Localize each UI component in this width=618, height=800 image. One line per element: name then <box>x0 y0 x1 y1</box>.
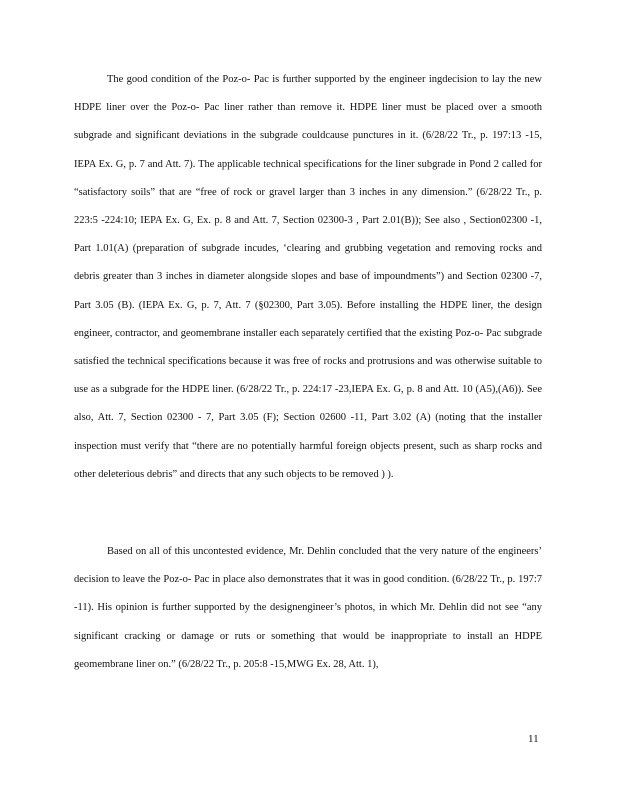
paragraph-text: Based on all of this uncontested evidence, Mr. Dehlin concluded that the very nature of the engineers’ decision to leave the Poz-o- Pac in place also demonstrates that it was in good condition. (6/28/22 Tr., p. 197:7 -11). His opinion is further supported by the designengineer’s photos, in which Mr. Dehlin did not see “any significant cracking or damage or ruts or something that would be inappropriate to install an HDPE geomembrane liner on.” (6/28/22 Tr., p. 205:8 -15,MWG Ex. 28, Att. 1), <box>74 546 542 670</box>
page-number: 11 <box>528 733 539 745</box>
body-paragraph <box>74 538 542 679</box>
body-paragraph <box>74 66 542 489</box>
paragraph-text: The good condition of the Poz-o- Pac is further supported by the engineer ingdecision to lay the new HDPE liner over the Poz-o- Pac liner rather than remove it. HDPE liner must be placed over a smooth subgrade and significant deviations in the subgrade couldcause punctures in it. (6/28/22 Tr., p. 197:13 -15, IEPA Ex. G, p. 7 and Att. 7). The applicable technical specifications for the liner subgrade in Pond 2 called for “satisfactory soils” that are “free of rock or gravel larger than 3 inches in any dimension.” (6/28/22 Tr., p. 223:5 -224:10; IEPA Ex. G, Ex. p. 8 and Att. 7, Section 02300-3 , Part 2.01(B)); See also , Section02300 -1, Part 1.01(A) (preparation of subgrade incudes, ‘clearing and grubbing vegetation and removing rocks and debris greater than 3 inches in diameter alongside slopes and base of impoundments”) and Section 02300 -7, Part 3.05 (B). (IEPA Ex. G, p. 7, Att. 7 (§02300, Part 3.05). Before installing the HDPE liner, the design engineer, contractor, and geomembrane installer each separately certified that the existing Poz-o- Pac subgrade satisfied the technical specifications because it was free of rocks and protrusions and was otherwise suitable to use as a subgrade for the HDPE liner. (6/28/22 Tr., p. 224:17 -23,IEPA Ex. G, p. 8 and Att. 10 (A5),(A6)). See also, Att. 7, Section 02300 - 7, Part 3.05 (F); Section 02600 -11, Part 3.02 (A) (noting that the installer inspection must verify that “there are no potentially harmful foreign objects present, such as sharp rocks and other deleterious debris” and directs that any such objects to be removed ) ). <box>74 74 542 480</box>
